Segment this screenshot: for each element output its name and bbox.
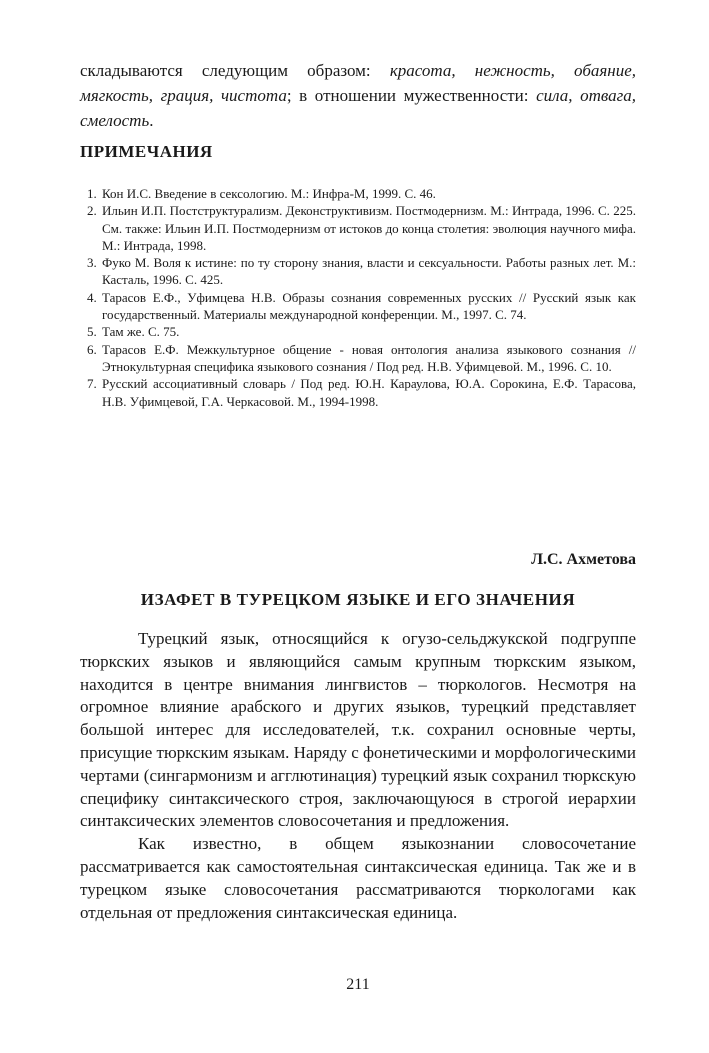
notes-title: ПРИМЕЧАНИЯ <box>80 142 213 161</box>
note-item: 7. Русский ассоциативный словарь / Под ред. Ю.Н. Караулова, Ю.А. Сорокина, Е.Ф. Тарасова, Н.В. Уфимцевой, Г.А. Черкасовой. М., 1994-1998. <box>100 375 636 410</box>
intro-paragraph <box>80 58 636 133</box>
intro-mid: ; в отношении мужественности: <box>286 86 537 105</box>
note-item: 5. Там же. С. 75. <box>100 323 636 340</box>
note-item: 1. Кон И.С. Введение в сексологию. М.: Инфра-М, 1999. С. 46. <box>100 185 636 202</box>
note-item: 6. Тарасов Е.Ф. Межкультурное общение - новая онтология анализа языкового сознания // Этнокультурная специфика языкового сознания / Под ред. Н.В. Уфимцевой. М., 1996. С. 10. <box>100 341 636 376</box>
body-paragraph: Турецкий язык, относящийся к огузо-сельджукской подгруппе тюркских языков и являющийся самым крупным тюркским языком, находится в центре внимания лингвистов – тюркологов. Несмотря на огромное влияние арабского и других языков, турецкий представляет большой интерес для исследователей, т.к. сохранил основные черты, присущие тюркским языкам. Наряду с фонетическими и морфологическими чертами (сингармонизм и агглютинация) турецкий язык сохранил тюркскую специфику синтаксического строя, заключающуюся в строгой иерархии синтаксических элементов словосочетания и предложения. <box>80 629 636 831</box>
article-title: ИЗАФЕТ В ТУРЕЦКОМ ЯЗЫКЕ И ЕГО ЗНАЧЕНИЯ <box>140 590 576 609</box>
notes-list <box>80 185 636 410</box>
intro-italic-femininity: красота, нежность, обаяние, мягкость, грация, чистота <box>80 61 636 105</box>
note-item: 2. Ильин И.П. Постструктурализм. Деконструктивизм. Постмодернизм. М.: Интрада, 1996. С. 225. См. также: Ильин И.П. Постмодернизм от истоков до конца столетия: эволюция научного мифа. М.: Интрада, 1998. <box>100 202 636 254</box>
intro-end: . <box>149 111 154 130</box>
article-body <box>80 628 636 924</box>
page <box>80 58 636 993</box>
note-item: 3. Фуко М. Воля к истине: по ту сторону знания, власти и сексуальности. Работы разных лет. М.: Касталь, 1996. С. 425. <box>100 254 636 289</box>
intro-lead: складываются следующим образом: <box>80 61 390 80</box>
note-item: 4. Тарасов Е.Ф., Уфимцева Н.В. Образы сознания современных русских // Русский язык как государственный. Материалы международной конференции. М., 1997. С. 74. <box>100 289 636 324</box>
article-author: Л.С. Ахметова <box>531 551 636 568</box>
intro-italic-masculinity: сила, отвага, смелость <box>80 86 636 130</box>
page-number: 211 <box>346 976 370 993</box>
body-paragraph: Как известно, в общем языкознании словосочетание рассматривается как самостоятельная синтаксическая единица. Так же и в турецком языке словосочетания рассматриваются тюркологами как отдельная от предложения синтаксическая единица. <box>80 834 636 922</box>
